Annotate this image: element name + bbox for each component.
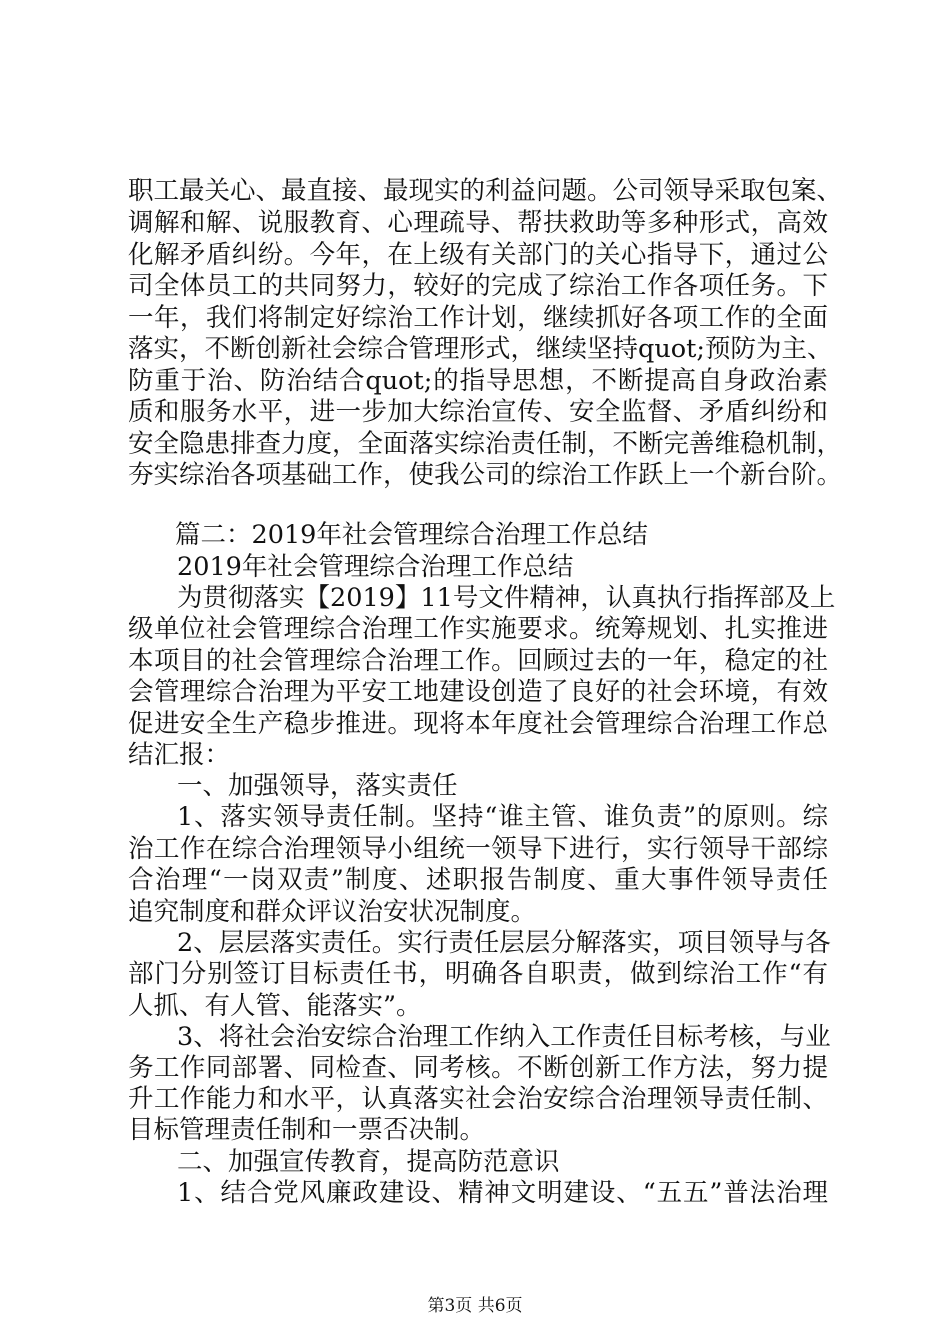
body-line: 合治理“一岗双责”制度、述职报告制度、重大事件领导责任 [128,865,828,895]
body-line: 追究制度和群众评议治安状况制度。 [128,897,537,927]
body-line: 安全隐患排查力度，全面落实综治责任制，不断完善维稳机制， [128,429,843,459]
body-line: 结汇报： [128,740,231,770]
body-line: 1、结合党风廉政建设、精神文明建设、“五五”普法治理 [177,1178,828,1208]
section-heading: 一、加强领导，落实责任 [177,771,458,801]
body-line: 部门分别签订目标责任书，明确各自职责，做到综治工作“有 [128,959,828,989]
body-line: 目标管理责任制和一票否决制。 [128,1115,486,1145]
body-line: 落实，不断创新社会综合管理形式，继续坚持quot;预防为主、 [128,334,833,364]
body-line: 防重于治、防治结合quot;的指导思想，不断提高自身政治素 [128,366,828,396]
section-heading: 二、加强宣传教育，提高防范意识 [177,1147,560,1177]
body-line: 治工作在综合治理领导小组统一领导下进行，实行领导干部综 [128,834,828,864]
body-line: 夯实综治各项基础工作，使我公司的综治工作跃上一个新台阶。 [128,460,843,490]
body-line: 一年，我们将制定好综治工作计划，继续抓好各项工作的全面 [128,303,828,333]
body-line: 司全体员工的共同努力，较好的完成了综治工作各项任务。下 [128,271,828,301]
body-line: 3、将社会治安综合治理工作纳入工作责任目标考核，与业 [177,1022,831,1052]
document-title: 2019年社会管理综合治理工作总结 [177,552,574,582]
page-number-footer: 第3页 共6页 [427,1296,523,1316]
body-line: 促进安全生产稳步推进。现将本年度社会管理综合治理工作总 [128,709,828,739]
body-line: 会管理综合治理为平安工地建设创造了良好的社会环境，有效 [128,677,828,707]
body-line: 职工最关心、最直接、最现实的利益问题。公司领导采取包案、 [128,176,843,206]
body-line: 本项目的社会管理综合治理工作。回顾过去的一年，稳定的社 [128,646,828,676]
body-line: 调解和解、说服教育、心理疏导、帮扶救助等多种形式，高效 [128,208,828,238]
section-heading: 篇二：2019年社会管理综合治理工作总结 [175,520,648,550]
body-line: 务工作同部署、同检查、同考核。不断创新工作方法，努力提 [128,1053,828,1083]
body-line: 质和服务水平，进一步加大综治宣传、安全监督、矛盾纠纷和 [128,397,828,427]
body-line: 级单位社会管理综合治理工作实施要求。统筹规划、扎实推进 [128,614,828,644]
body-line: 升工作能力和水平，认真落实社会治安综合治理领导责任制、 [128,1084,828,1114]
body-line: 人抓、有人管、能落实”。 [128,991,422,1021]
body-line: 2、层层落实责任。实行责任层层分解落实，项目领导与各 [177,928,831,958]
body-line: 化解矛盾纠纷。今年，在上级有关部门的关心指导下，通过公 [128,240,828,270]
body-line: 为贯彻落实【2019】11号文件精神，认真执行指挥部及上 [177,583,836,613]
body-line: 1、落实领导责任制。坚持“谁主管、谁负责”的原则。综 [177,802,828,832]
